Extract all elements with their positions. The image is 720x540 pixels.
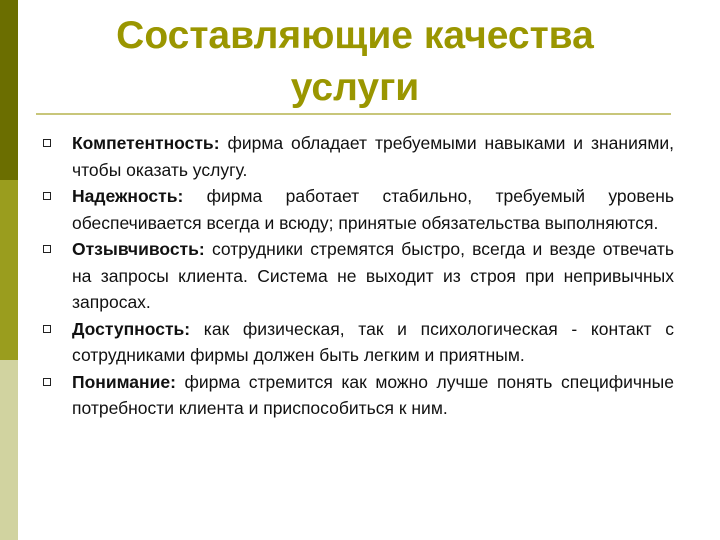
quality-components-list <box>42 130 674 422</box>
item-text: фирма обладает требуемыми навыками и знаниями, чтобы оказать услугу. <box>72 133 674 180</box>
item-term: Понимание: <box>72 371 176 392</box>
sidebar-stripe-bottom <box>0 360 18 540</box>
list-item-accessibility <box>42 316 674 369</box>
square-bullet-icon <box>43 378 51 386</box>
list-item-competence <box>42 130 674 183</box>
slide-title-line1: Составляющие качества <box>116 14 594 57</box>
item-term: Доступность: <box>72 318 191 339</box>
item-text: фирма работает стабильно, требуемый уровень обеспечивается всегда и всюду; принятые обязательства выполняются. <box>72 186 674 233</box>
slide-title <box>40 10 670 114</box>
list-item-reliability <box>42 183 674 236</box>
list-item-understanding <box>42 369 674 422</box>
item-text: сотрудники стремятся быстро, всегда и везде отвечать на запросы клиента. Система не выходит из строя при непривычных запросах. <box>72 239 674 312</box>
sidebar-stripe-middle <box>0 180 18 360</box>
item-term: Надежность: <box>72 186 184 206</box>
square-bullet-icon <box>43 245 51 253</box>
square-bullet-icon <box>43 139 51 147</box>
square-bullet-icon <box>43 325 51 333</box>
title-divider <box>36 113 671 115</box>
item-text: фирма стремится как можно лучше понять специфичные потребности клиента и приспособиться к ним. <box>72 371 674 418</box>
item-term: Отзывчивость: <box>72 239 205 259</box>
item-text: как физическая, так и психологическая - контакт с сотрудниками фирмы должен быть легким и приятным. <box>72 318 674 365</box>
list-item-responsiveness <box>42 236 674 316</box>
square-bullet-icon <box>43 192 51 200</box>
sidebar-stripe-top <box>0 0 18 180</box>
item-term: Компетентность: <box>72 133 220 153</box>
slide-title-line2: услуги <box>290 66 420 109</box>
